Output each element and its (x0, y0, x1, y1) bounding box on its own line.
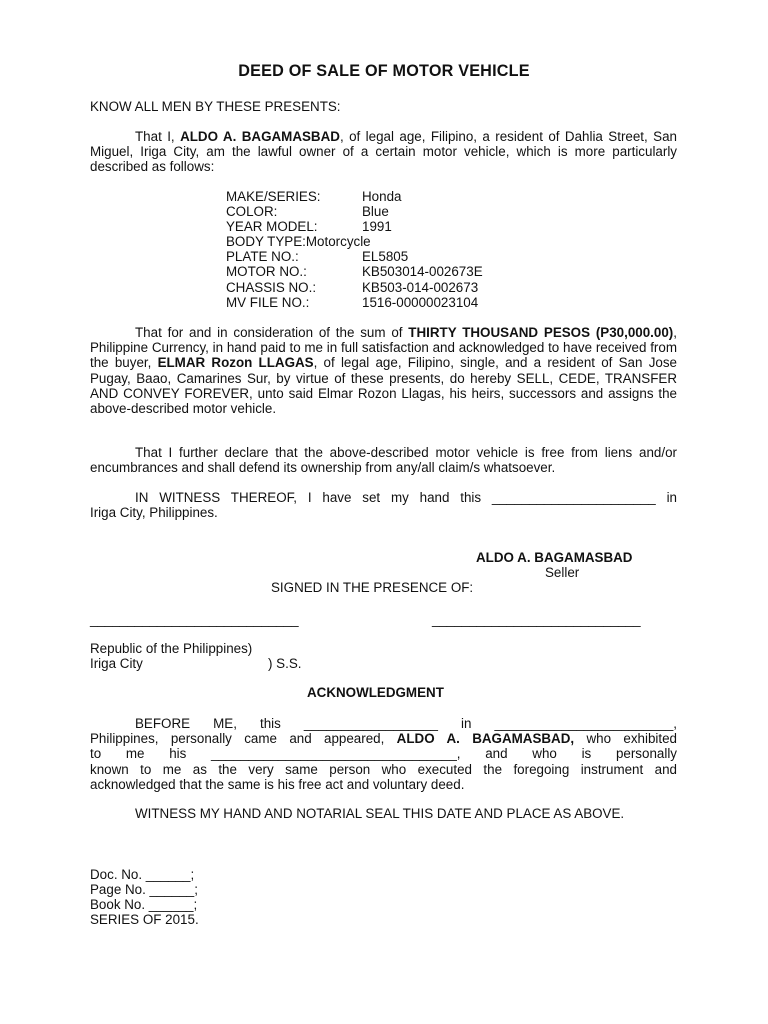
document-title: DEED OF SALE OF MOTOR VEHICLE (238, 62, 530, 80)
consideration-text-b: , Philippine Currency, in hand paid to me in full satisfaction and acknowledged to have received from the buyer, (90, 325, 677, 371)
witness-signature-line-left: ____________________________ (90, 612, 299, 627)
acknowledgment-heading: ACKNOWLEDGMENT (307, 685, 444, 700)
ownership-text-a: That I, (135, 129, 181, 144)
spec-label: MOTOR NO.: (226, 264, 307, 280)
spec-label: YEAR MODEL: (226, 219, 318, 235)
ack-line-5: acknowledged that the same is his free act and voluntary deed. (90, 776, 465, 792)
buyer-name: ELMAR Rozon LLAGAS (157, 355, 314, 371)
notary-page-no: Page No. ______; (90, 882, 198, 898)
signed-presence-heading: SIGNED IN THE PRESENCE OF: (271, 580, 474, 595)
seller-role: Seller (545, 565, 580, 580)
spec-label-value (226, 234, 371, 249)
consideration-text-a: That for and in consideration of the sum of (135, 325, 409, 340)
witness-line-1: IN WITNESS THEREOF, I have set my hand this ______________________ in (135, 490, 677, 505)
paragraph-liens: That I further declare that the above-described motor vehicle is free from liens and/or encumbrances and shall defend its ownership from any/all claim/s whatsoever. (90, 445, 677, 476)
spec-value: Honda (362, 189, 402, 204)
ack-appearing-name: ALDO A. BAGAMASBAD, (396, 731, 575, 747)
acknowledgment-body (90, 716, 677, 792)
spec-label: CHASSIS NO.: (226, 279, 317, 295)
spec-label: COLOR: (226, 204, 278, 220)
witness-line-2: Iriga City, Philippines. (90, 505, 218, 520)
seller-name: ALDO A. BAGAMASBAD (476, 550, 633, 565)
notary-details (90, 867, 199, 927)
venue-republic: Republic of the Philippines) (90, 641, 253, 656)
consideration-text-c: , of legal age, Filipino, single, and a resident of San Jose Pugay, Baao, Camarines Sur, by virtue of these presents, do hereby SELL, CEDE, TRANSFER AND CONVEY FOREVER, unto said Elmar Rozon Llagas, his heirs, successors and assigns the above-described motor vehicle. (90, 355, 677, 417)
witness-signature-line-right: ____________________________ (432, 612, 641, 627)
paragraph-ownership (90, 129, 677, 175)
spec-label: PLATE NO.: (226, 249, 299, 265)
spec-label: MAKE/SERIES: (226, 189, 321, 204)
ack-line-2 (90, 731, 677, 746)
spec-value: Blue (362, 204, 389, 220)
spec-label: BODY TYPE: (226, 234, 306, 250)
spec-value: EL5805 (362, 249, 409, 265)
ownership-text-b: , of legal age, Filipino, a resident of Dahlia Street, San Miguel, Iriga City, am the lawful owner of a certain motor vehicle, which is more particularly described as follows: (90, 129, 677, 175)
witness-seal: WITNESS MY HAND AND NOTARIAL SEAL THIS DATE AND PLACE AS ABOVE. (135, 806, 625, 821)
spec-value: Motorcycle (305, 234, 371, 250)
spec-value: 1516-00000023104 (362, 294, 479, 310)
notary-doc-no: Doc. No. ______; (90, 867, 195, 882)
notary-book-no: Book No. ______; (90, 897, 198, 913)
spec-value: KB503-014-002673 (362, 279, 479, 295)
ack-line-4: known to me as the very same person who executed the foregoing instrument and (90, 761, 677, 777)
paragraph-consideration (90, 325, 677, 416)
ack-line-3: to me his _________________________________, and who is personally (90, 746, 677, 762)
venue-city: Iriga City (90, 656, 143, 671)
spec-label: MV FILE NO.: (226, 294, 310, 310)
owner-name: ALDO A. BAGAMASBAD (180, 129, 340, 144)
sale-amount: THIRTY THOUSAND PESOS (P30,000.00) (408, 325, 674, 340)
ack-line-2-b: who exhibited (574, 731, 677, 747)
notary-series: SERIES OF 2015. (90, 912, 199, 928)
venue-ss: ) S.S. (268, 656, 302, 671)
spec-value: KB503014-002673E (362, 264, 483, 280)
spec-value: 1991 (362, 219, 392, 235)
ack-line-2-a: Philippines, personally came and appeared, (90, 731, 397, 747)
greeting: KNOW ALL MEN BY THESE PRESENTS: (90, 99, 341, 114)
ack-line-1: BEFORE ME, this __________________ in ________________________, (135, 716, 677, 731)
